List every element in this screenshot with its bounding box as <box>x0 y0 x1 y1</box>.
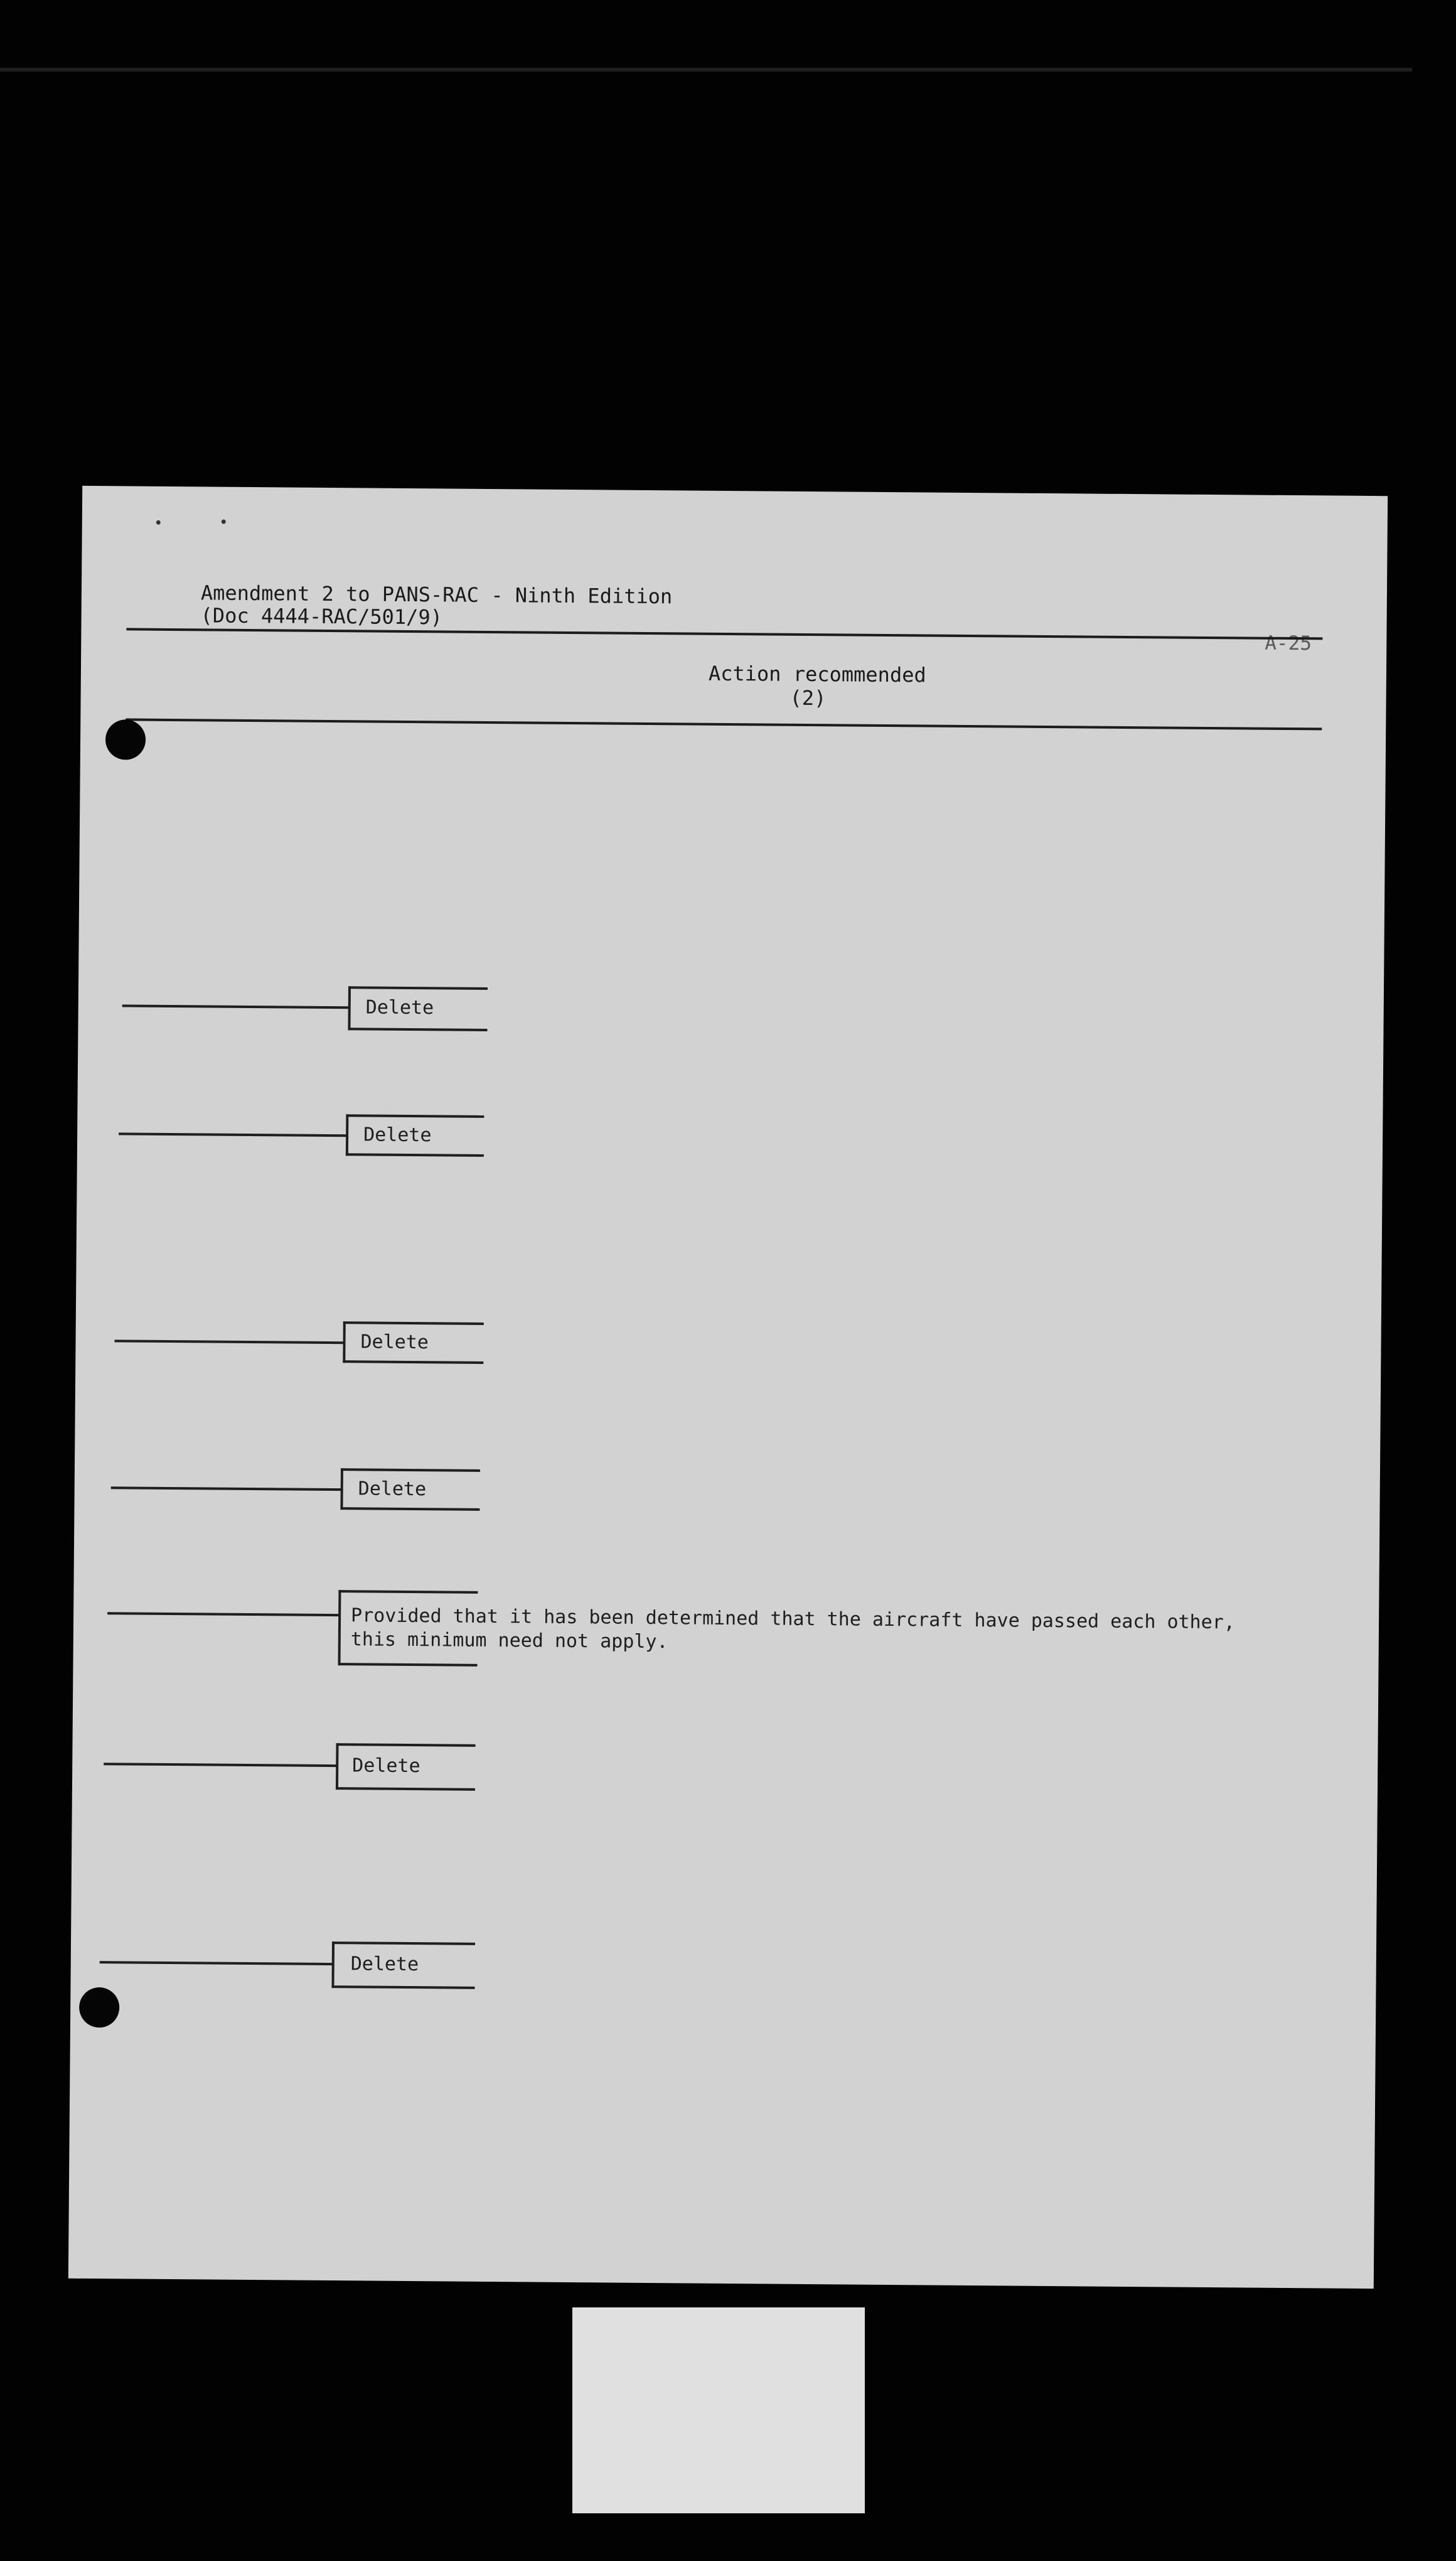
entry-leader-line <box>111 1486 342 1491</box>
entry-leader-line <box>104 1763 337 1767</box>
header-title: Amendment 2 to PANS-RAC - Ninth Edition <box>200 581 673 609</box>
entry-row <box>76 1319 1381 1354</box>
header-rule <box>126 628 1322 640</box>
film-edge-strip <box>0 68 1412 72</box>
page-number: A-25 <box>1265 631 1312 655</box>
entry-text: Delete <box>358 1478 427 1501</box>
entry-text: Delete <box>363 1124 432 1147</box>
header-doc-reference: (Doc 4444-RAC/501/9) <box>200 603 443 630</box>
punch-hole-top <box>105 719 146 760</box>
entry-leader-line <box>115 1340 345 1344</box>
speck-mark <box>156 520 161 525</box>
column-number: (2) <box>790 685 827 711</box>
punch-hole-bottom <box>79 1987 120 2028</box>
entry-leader-line <box>100 1961 333 1965</box>
entry-text: Delete <box>360 1331 429 1354</box>
entry-leader-line <box>119 1132 347 1137</box>
entry-text: Delete <box>352 1754 420 1778</box>
entry-row <box>71 1940 1376 1976</box>
column-heading: Action recommended <box>708 661 926 687</box>
entry-row <box>73 1741 1378 1778</box>
entry-text: Provided that it has been determined that the aircraft have passed each other, this minimum need not apply. <box>350 1604 1236 1653</box>
entry-leader-line <box>122 1004 350 1009</box>
entry-row <box>75 1466 1380 1501</box>
entry-row <box>78 984 1384 1019</box>
column-heading-rule <box>126 718 1322 730</box>
document-page <box>68 486 1388 2289</box>
entry-leader-line <box>107 1612 340 1616</box>
entry-row <box>77 1112 1383 1147</box>
entry-text: Delete <box>350 1953 419 1976</box>
speck-mark <box>222 520 226 524</box>
blank-film-card <box>572 2307 865 2513</box>
entry-text: Delete <box>365 996 434 1019</box>
entry-row <box>73 1588 1379 1653</box>
